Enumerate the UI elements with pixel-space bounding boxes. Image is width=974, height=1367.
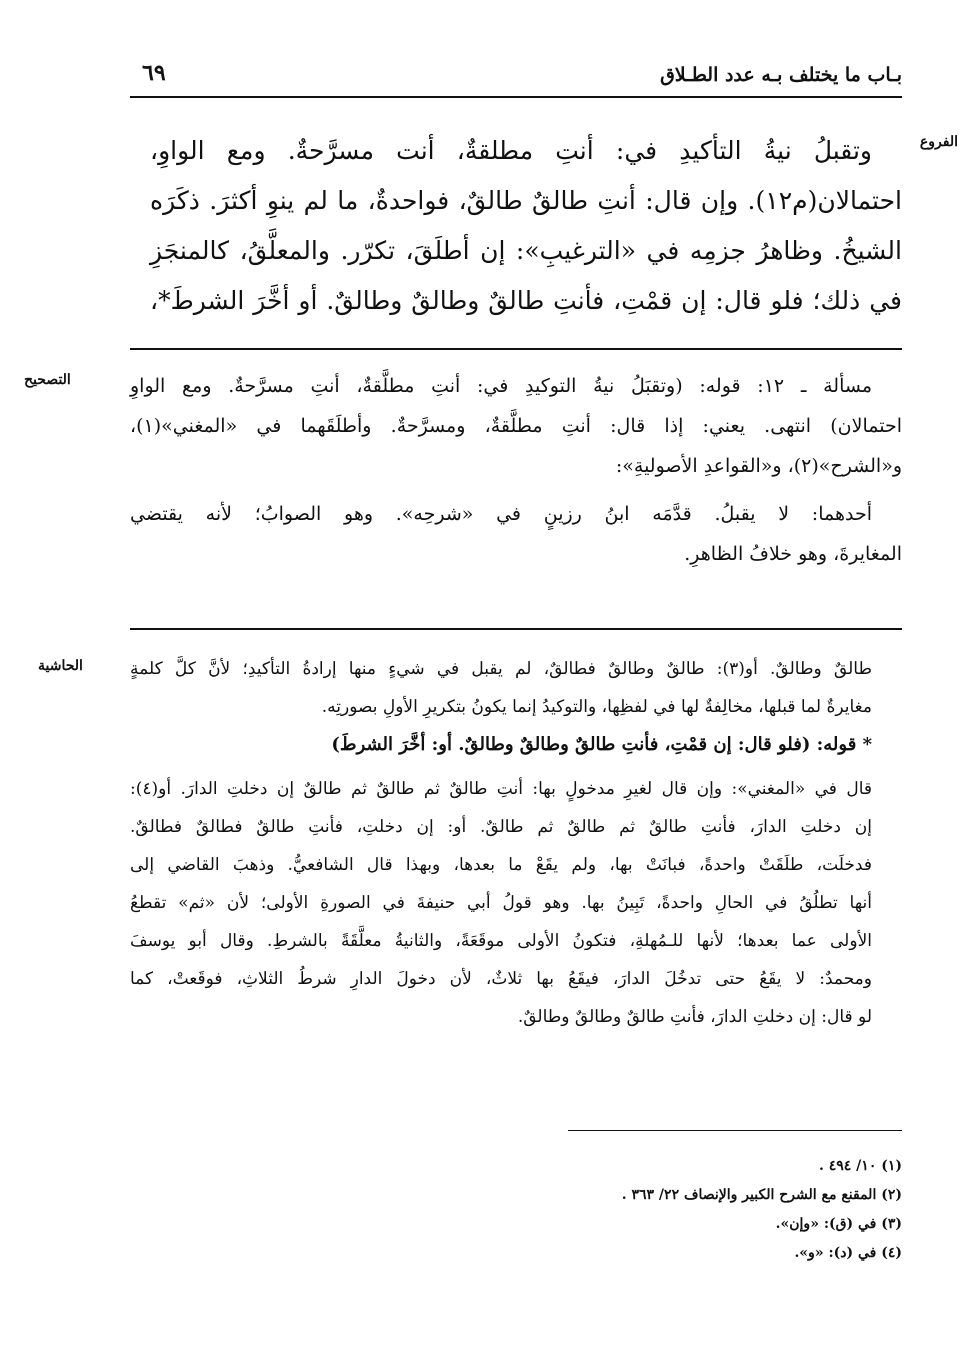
furu-line-2: احتمالان(م١٢). وإن قال: أنتِ طالقٌ طالقٌ، فواحدةٌ، ما لم ينوِ أكثرَ. ذكَرَه [150, 186, 902, 215]
section-divider-2 [130, 628, 902, 630]
running-header [130, 58, 902, 98]
section-divider-1 [130, 348, 902, 350]
footnote-2: (٢) المقنع مع الشرح الكبير والإنصاف ٢٢/ ٣٦٣ . [621, 1187, 902, 1203]
hashiya-line-6: فدخلَت، طلَقَتْ واحدةً، فبانَتْ بها، ولم يقَعْ ما بعدها، وبهذا قال الشافعيُّ. وذهبَ القاضي إلى [130, 855, 872, 875]
tashih-line-1: مسألة ـ ١٢: قوله: (وتقبَلُ نيةُ التوكيدِ في: أنتِ مطلَّقةٌ، أنتِ مسرَّحةٌ. ومع الواوِ [130, 375, 872, 397]
tashih-line-3: و«الشرح»(٢)، و«القواعدِ الأصوليةِ»: [615, 455, 902, 477]
label-hashiya: الحاشية [38, 658, 83, 674]
footnote-divider [568, 1130, 902, 1131]
hashiya-line-5: إن دخلتِ الدارَ، فأنتِ طالقٌ ثم طالقٌ ثم طالقٌ. أو: إن دخلتِ، فأنتِ طالقٌ فطالقٌ فطالقٌ. [130, 817, 872, 837]
chapter-title: بـاب ما يختلف بـه عدد الطـلاق [660, 64, 902, 86]
furu-line-4: في ذلك؛ فلو قال: إن قمْتِ، فأنتِ طالقٌ وطالقٌ وطالقٌ. أو أخَّرَ الشرطَ*، [150, 286, 902, 315]
hashiya-line-1: طالقٌ وطالقٌ. أو(٣): طالقٌ وطالقٌ فطالقٌ، لم يقبل في شيءٍ منها إرادةُ التأكيدِ؛ لأنَّ كلَّ كلمةٍ [130, 659, 872, 679]
tashih-line-2: احتمالان) انتهى. يعني: إذا قال: أنتِ مطلَّقةٌ، ومسرَّحةٌ. وأطلَقَهما في «المغني»(١)، [130, 415, 902, 437]
footnote-4: (٤) في (د): «و». [794, 1245, 902, 1261]
page-number: ٦٩ [142, 60, 166, 86]
footnotes [130, 1152, 902, 1268]
label-tashih: التصحيح [24, 372, 71, 388]
footnote-1: (١) ١٠/ ٤٩٤ . [818, 1158, 902, 1174]
tashih-line-4: أحدهما: لا يقبلُ. قدَّمَه ابنُ رزينٍ في «شرحِه». وهو الصوابُ؛ لأنه يقتضي [130, 503, 872, 525]
hashiya-line-8: الأولى عما بعدها؛ لأنها للـمُهلةِ، فتكونُ الأولى موقَعَةً، والثانيةُ معلَّقَةً بالشرطِ. وقال أبو يوسفَ [130, 931, 872, 951]
tashih-text [130, 366, 902, 574]
tashih-line-5: المغايرةَ، وهو خلافُ الظاهرِ. [684, 543, 902, 565]
hashiya-quote-heading: * قوله: (فلو قال: إن قمْتِ، فأنتِ طالقٌ وطالقٌ وطالقٌ. أو: أخَّرَ الشرطَ) [331, 734, 872, 755]
hashiya-line-4: قال في «المغني»: وإن قال لغيرِ مدخولٍ بها: أنتِ طالقٌ ثم طالقٌ ثم طالقٌ إن دخلتِ الدارَ. أو(٤): [130, 779, 872, 799]
hashiya-text [130, 650, 872, 1036]
furu-line-1: وتقبلُ نيةُ التأكيدِ في: أنتِ مطلقةٌ، أنت مسرَّحةٌ. ومع الواوِ، [150, 136, 872, 165]
hashiya-line-10: لو قال: إن دخلتِ الدارَ، فأنتِ طالقٌ وطالقٌ وطالقٌ. [517, 1007, 872, 1027]
furu-text [150, 126, 902, 326]
furu-line-3: الشيخُ. وظاهرُ جزمِه في «الترغيبِ»: إن أطلَقَ، تكرّر. والمعلَّقُ، كالمنجَزِ [150, 236, 902, 265]
label-furu: الفروع [919, 134, 958, 150]
hashiya-line-9: ومحمدٌ: لا يقَعُ حتى تدخُلَ الدارَ، فيقَعُ بها ثلاثٌ، لأن دخولَ الدارِ شرطُ الثلاثِ، فوقَعتْ، كما [130, 969, 872, 989]
hashiya-line-7: أنها تطلُقُ في الحالِ واحدةً، تَبِينُ بها. وهو قولُ أبي حنيفةَ في الصورةِ الأولى؛ لأن «ثم» تقطعُ [130, 893, 872, 913]
hashiya-line-2: مغايرةٌ لما قبلها، مخالِفةٌ لها في لفظِها، والتوكيدُ إنما يكونُ بتكريرِ الأولِ بصورتِه. [321, 697, 872, 717]
footnote-3: (٣) في (ق): «وإن». [775, 1216, 902, 1232]
